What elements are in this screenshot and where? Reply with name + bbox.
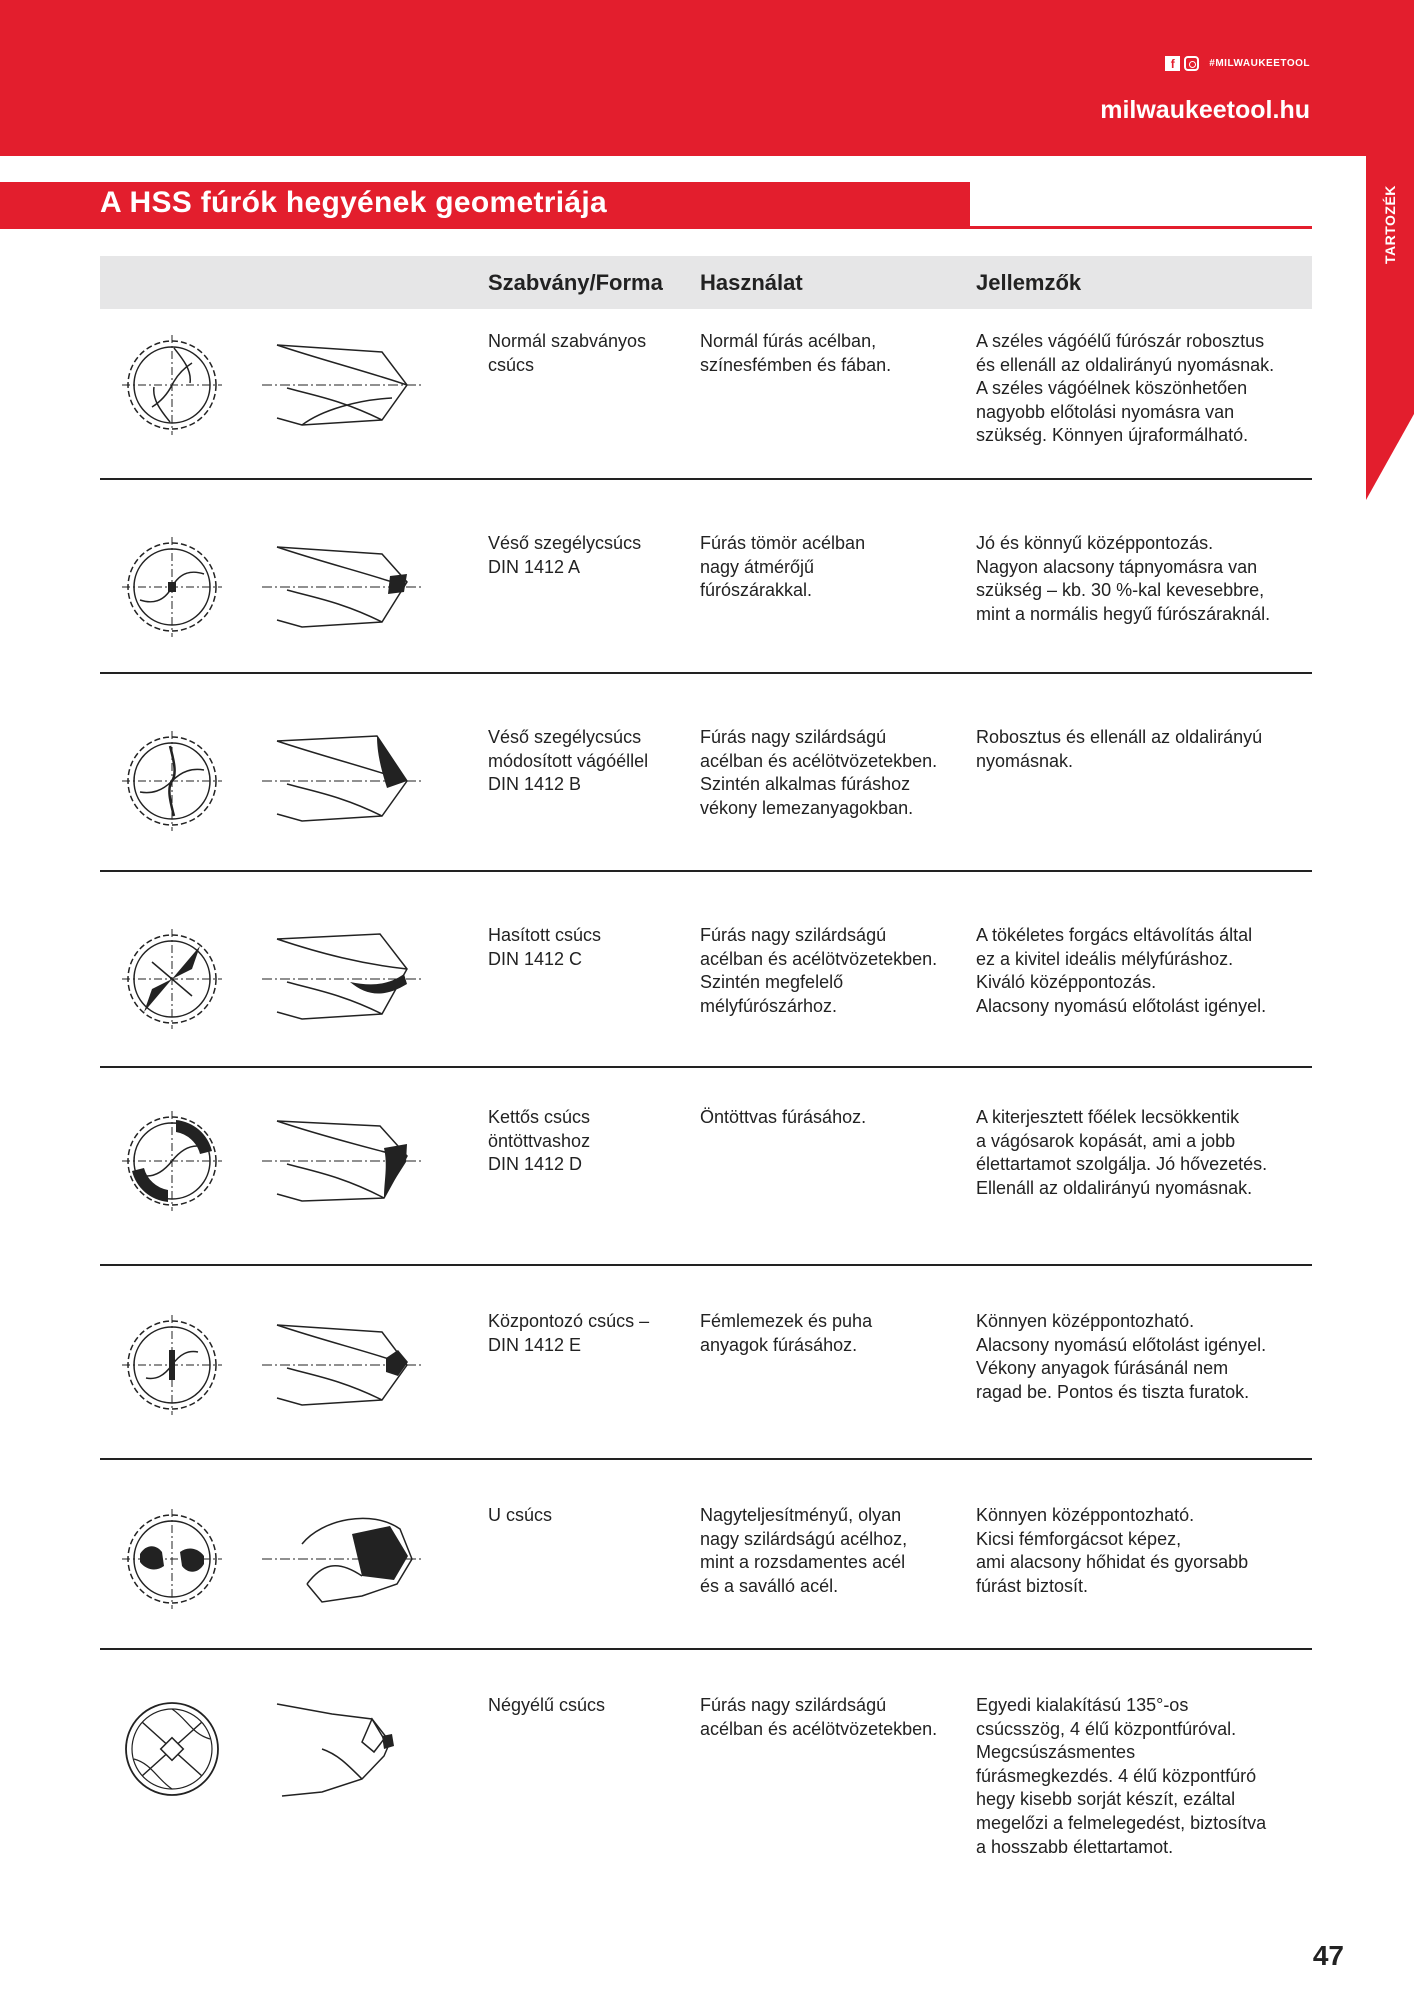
table-header: [100, 256, 1312, 309]
column-header-jellemzok: Jellemzők: [976, 270, 1082, 295]
cell-hasznalat: Fúrás tömör acélban nagy átmérőjű fúrószárakkal.: [700, 533, 866, 601]
cell-jellemzok: Jó és könnyű középpontozás. Nagyon alacsony tápnyomásra van szükség – kb. 30 %-kal kevesebbre, mint a normális hegyű fúrószáraknál.: [976, 533, 1271, 624]
row-divider: [100, 870, 1312, 872]
cell-hasznalat: Nagyteljesítményű, olyan nagy szilárdságú acélhoz, mint a rozsdamentes acél és a saválló acél.: [700, 1505, 908, 1596]
cell-hasznalat: Normál fúrás acélban, színesfémben és fában.: [700, 331, 892, 375]
normal-point-drawing: [122, 330, 422, 440]
cell-hasznalat: Fúrás nagy szilárdságú acélban és acélötvözetekben. Szintén alkalmas fúráshoz vékony lemezanyagokban.: [700, 727, 938, 818]
din-1412-e-drawing: [122, 1310, 422, 1420]
side-tab-label: TARTOZÉK: [1382, 185, 1398, 264]
table-row: [100, 924, 1312, 1066]
column-header-hasznalat: Használat: [700, 270, 803, 295]
row-divider: [100, 1648, 1312, 1650]
page-title: A HSS fúrók hegyének geometriája: [100, 186, 607, 219]
social-links: [1165, 56, 1310, 71]
u-point-drawing: [122, 1504, 422, 1614]
table-row: [100, 1106, 1312, 1264]
cell-hasznalat: Fémlemezek és puha anyagok fúrásához.: [700, 1311, 873, 1355]
cell-jellemzok: A kiterjesztett főélek lecsökkentik a vágósarok kopását, ami a jobb élettartamot szolgálja. Jó hővezetés. Ellenáll az oldalirányú nyomásnak.: [976, 1107, 1268, 1198]
four-flute-point-drawing: [122, 1694, 422, 1804]
table-row: [100, 1504, 1312, 1648]
cell-forma: Hasított csúcs DIN 1412 C: [488, 925, 602, 969]
table-row: [100, 532, 1312, 672]
cell-jellemzok: A tökéletes forgács eltávolítás által ez a kivitel ideális mélyfúráshoz. Kiváló középpontozás. Alacsony nyomású előtolást igényel.: [976, 925, 1267, 1016]
row-divider: [100, 478, 1312, 480]
column-header-forma: Szabvány/Forma: [488, 270, 663, 295]
din-1412-b-drawing: [122, 726, 422, 836]
social-hashtag: #MILWAUKEETOOL: [1209, 58, 1310, 69]
site-url[interactable]: milwaukeetool.hu: [1100, 96, 1310, 124]
cell-forma: Kettős csúcs öntöttvashoz DIN 1412 D: [488, 1107, 591, 1175]
cell-forma: Központozó csúcs – DIN 1412 E: [488, 1311, 650, 1355]
cell-jellemzok: Könnyen középpontozható. Kicsi fémforgácsot képez, ami alacsony hőhidat és gyorsabb fúrást biztosít.: [976, 1505, 1249, 1596]
cell-hasznalat: Öntöttvas fúrásához.: [700, 1107, 867, 1127]
table-row: [100, 330, 1312, 478]
cell-jellemzok: Robosztus és ellenáll az oldalirányú nyomásnak.: [976, 727, 1263, 771]
cell-hasznalat: Fúrás nagy szilárdságú acélban és acélötvözetekben.: [700, 1695, 938, 1739]
cell-jellemzok: Egyedi kialakítású 135°-os csúcsszög, 4 élű központfúróval. Megcsúszásmentes fúrásmegkezdés. 4 élű központfúró hegy kisebb sorját készít, ezáltal megelőzi a felmelegedést, biztosítva a hosszabb élettartamot.: [976, 1695, 1267, 1857]
row-divider: [100, 1066, 1312, 1068]
row-divider: [100, 1458, 1312, 1460]
din-1412-d-drawing: [122, 1106, 422, 1216]
title-underline: [0, 226, 1312, 229]
cell-forma: Véső szegélycsúcs DIN 1412 A: [488, 533, 642, 577]
row-divider: [100, 672, 1312, 674]
din-1412-c-drawing: [122, 924, 422, 1034]
cell-forma: Négyélű csúcs: [488, 1695, 606, 1715]
table-row: [100, 1310, 1312, 1458]
facebook-icon[interactable]: f: [1165, 56, 1180, 71]
table-row: [100, 726, 1312, 870]
row-divider: [100, 1264, 1312, 1266]
cell-forma: Véső szegélycsúcs módosított vágóéllel DIN 1412 B: [488, 727, 649, 795]
cell-jellemzok: Könnyen középpontozható. Alacsony nyomású előtolást igényel. Vékony anyagok fúrásánál nem ragad be. Pontos és tiszta furatok.: [976, 1311, 1267, 1402]
cell-forma: Normál szabványos csúcs: [488, 331, 647, 375]
cell-forma: U csúcs: [488, 1505, 553, 1525]
cell-jellemzok: A széles vágóélű fúrószár robosztus és ellenáll az oldalirányú nyomásnak. A széles vágóélnek köszönhetően nagyobb előtolási nyomásra van szükség. Könnyen újraformálható.: [976, 331, 1275, 446]
cell-hasznalat: Fúrás nagy szilárdságú acélban és acélötvözetekben. Szintén megfelelő mélyfúrószárhoz.: [700, 925, 938, 1016]
instagram-icon[interactable]: [1184, 56, 1199, 71]
table-row: [100, 1694, 1312, 1884]
din-1412-a-drawing: [122, 532, 422, 642]
page-number: 47: [1312, 1940, 1344, 1971]
header-banner: [0, 0, 1414, 156]
